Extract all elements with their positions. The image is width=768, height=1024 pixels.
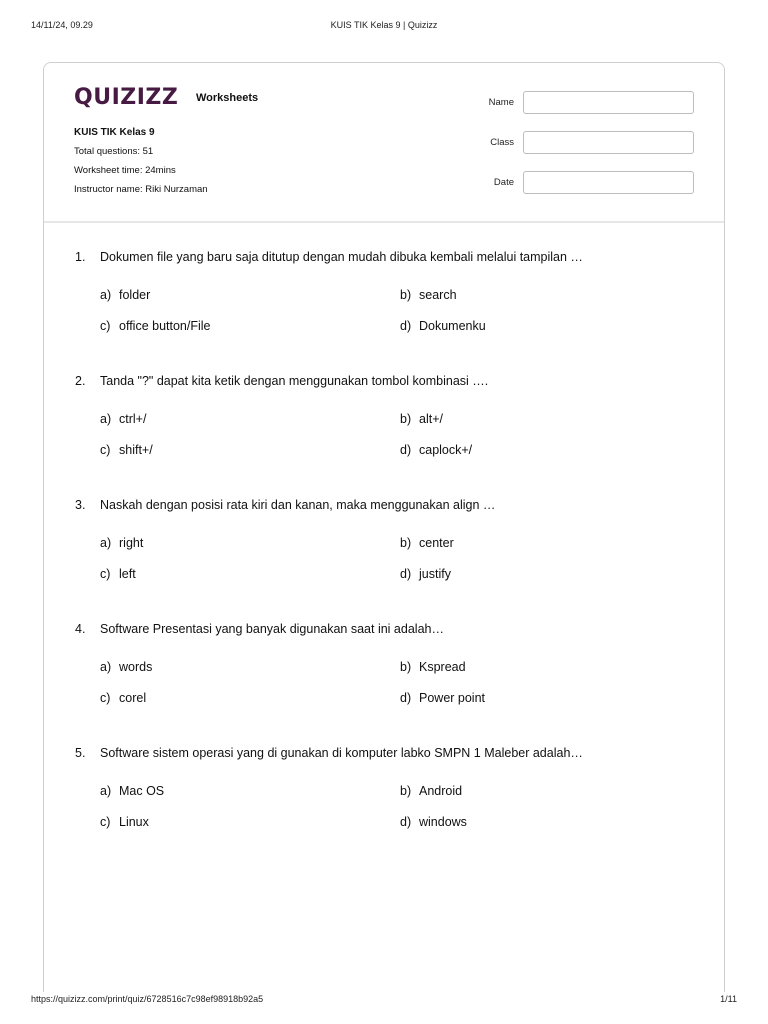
question-text: Software Presentasi yang banyak digunakan saat ini adalah… xyxy=(100,622,444,636)
worksheet-card xyxy=(43,62,725,992)
question-number: 5. xyxy=(75,746,86,760)
question-number: 3. xyxy=(75,498,86,512)
option-b xyxy=(400,659,466,675)
question-text: Tanda "?" dapat kita ketik dengan menggunakan tombol kombinasi …. xyxy=(100,374,489,388)
name-input[interactable] xyxy=(523,91,694,114)
option-letter: a) xyxy=(100,660,112,674)
option-letter: c) xyxy=(100,691,111,705)
worksheet-header xyxy=(44,63,724,223)
option-letter: d) xyxy=(400,319,412,333)
print-footer xyxy=(31,994,737,1006)
quiz-title: KUIS TIK Kelas 9 xyxy=(74,127,155,138)
option-text: corel xyxy=(119,691,147,705)
print-title: KUIS TIK Kelas 9 | Quizizz xyxy=(330,20,438,30)
option-text: left xyxy=(119,567,136,581)
page-number: 1/11 xyxy=(720,994,737,1004)
option-b xyxy=(400,411,443,427)
question-2 xyxy=(44,373,724,497)
question-number: 1. xyxy=(75,250,86,264)
print-url: https://quizizz.com/print/quiz/6728516c7c98ef98918b92a5 xyxy=(31,994,264,1004)
question-number: 2. xyxy=(75,374,86,388)
brand-subtitle: Worksheets xyxy=(196,92,259,104)
option-text: words xyxy=(119,660,153,674)
option-letter: a) xyxy=(100,288,112,302)
option-text: shift+/ xyxy=(119,443,153,457)
option-text: Power point xyxy=(419,691,486,705)
instructor-name: Instructor name: Riki Nurzaman xyxy=(74,184,208,195)
question-4 xyxy=(44,621,724,745)
option-letter: c) xyxy=(100,815,111,829)
option-a xyxy=(100,659,152,675)
option-c xyxy=(100,690,146,706)
option-letter: c) xyxy=(100,319,111,333)
option-text: caplock+/ xyxy=(419,443,473,457)
option-text: Linux xyxy=(119,815,149,829)
option-d xyxy=(400,442,472,458)
option-text: Android xyxy=(419,784,463,798)
question-number: 4. xyxy=(75,622,86,636)
question-5 xyxy=(44,745,724,869)
question-text: Naskah dengan posisi rata kiri dan kanan, maka menggunakan align … xyxy=(100,498,496,512)
option-text: alt+/ xyxy=(419,412,443,426)
option-text: Mac OS xyxy=(119,784,165,798)
option-b xyxy=(400,535,454,551)
name-field-group xyxy=(474,91,694,115)
option-text: justify xyxy=(419,567,451,581)
option-text: search xyxy=(419,288,457,302)
option-d xyxy=(400,318,486,334)
question-list xyxy=(44,249,724,869)
option-letter: b) xyxy=(400,536,412,550)
question-3 xyxy=(44,497,724,621)
option-d xyxy=(400,690,485,706)
name-label: Name xyxy=(488,97,514,108)
option-a xyxy=(100,535,143,551)
worksheet-time: Worksheet time: 24mins xyxy=(74,165,176,176)
option-letter: a) xyxy=(100,412,112,426)
option-text: office button/File xyxy=(119,319,211,333)
option-b xyxy=(400,783,462,799)
option-letter: d) xyxy=(400,815,412,829)
date-field-group xyxy=(474,171,694,195)
option-text: center xyxy=(419,536,454,550)
question-text: Software sistem operasi yang di gunakan di komputer labko SMPN 1 Maleber adalah… xyxy=(100,746,583,760)
quiz-meta xyxy=(74,126,208,202)
option-c xyxy=(100,814,149,830)
option-letter: c) xyxy=(100,567,111,581)
quizizz-logo: QUIZIZZ xyxy=(74,85,179,110)
print-header xyxy=(31,20,737,32)
option-a xyxy=(100,783,164,799)
option-text: right xyxy=(119,536,144,550)
option-b xyxy=(400,287,457,303)
print-datetime: 14/11/24, 09.29 xyxy=(31,20,93,30)
option-letter: b) xyxy=(400,288,412,302)
option-letter: b) xyxy=(400,784,412,798)
option-a xyxy=(100,287,150,303)
question-1 xyxy=(44,249,724,373)
option-a xyxy=(100,411,146,427)
option-letter: a) xyxy=(100,536,112,550)
option-letter: d) xyxy=(400,691,412,705)
option-text: Kspread xyxy=(419,660,466,674)
option-c xyxy=(100,318,211,334)
option-letter: a) xyxy=(100,784,112,798)
option-text: windows xyxy=(419,815,467,829)
option-letter: c) xyxy=(100,443,111,457)
option-text: Dokumenku xyxy=(419,319,486,333)
option-c xyxy=(100,566,136,582)
option-letter: d) xyxy=(400,567,412,581)
class-label: Class xyxy=(490,137,514,148)
date-input[interactable] xyxy=(523,171,694,194)
option-text: folder xyxy=(119,288,151,302)
option-c xyxy=(100,442,153,458)
date-label: Date xyxy=(493,177,514,188)
option-letter: b) xyxy=(400,412,412,426)
option-text: ctrl+/ xyxy=(119,412,147,426)
class-field-group xyxy=(474,131,694,155)
option-letter: b) xyxy=(400,660,412,674)
total-questions: Total questions: 51 xyxy=(74,146,154,157)
class-input[interactable] xyxy=(523,131,694,154)
question-text: Dokumen file yang baru saja ditutup dengan mudah dibuka kembali melalui tampilan … xyxy=(100,250,583,264)
option-letter: d) xyxy=(400,443,412,457)
option-d xyxy=(400,814,467,830)
option-d xyxy=(400,566,451,582)
